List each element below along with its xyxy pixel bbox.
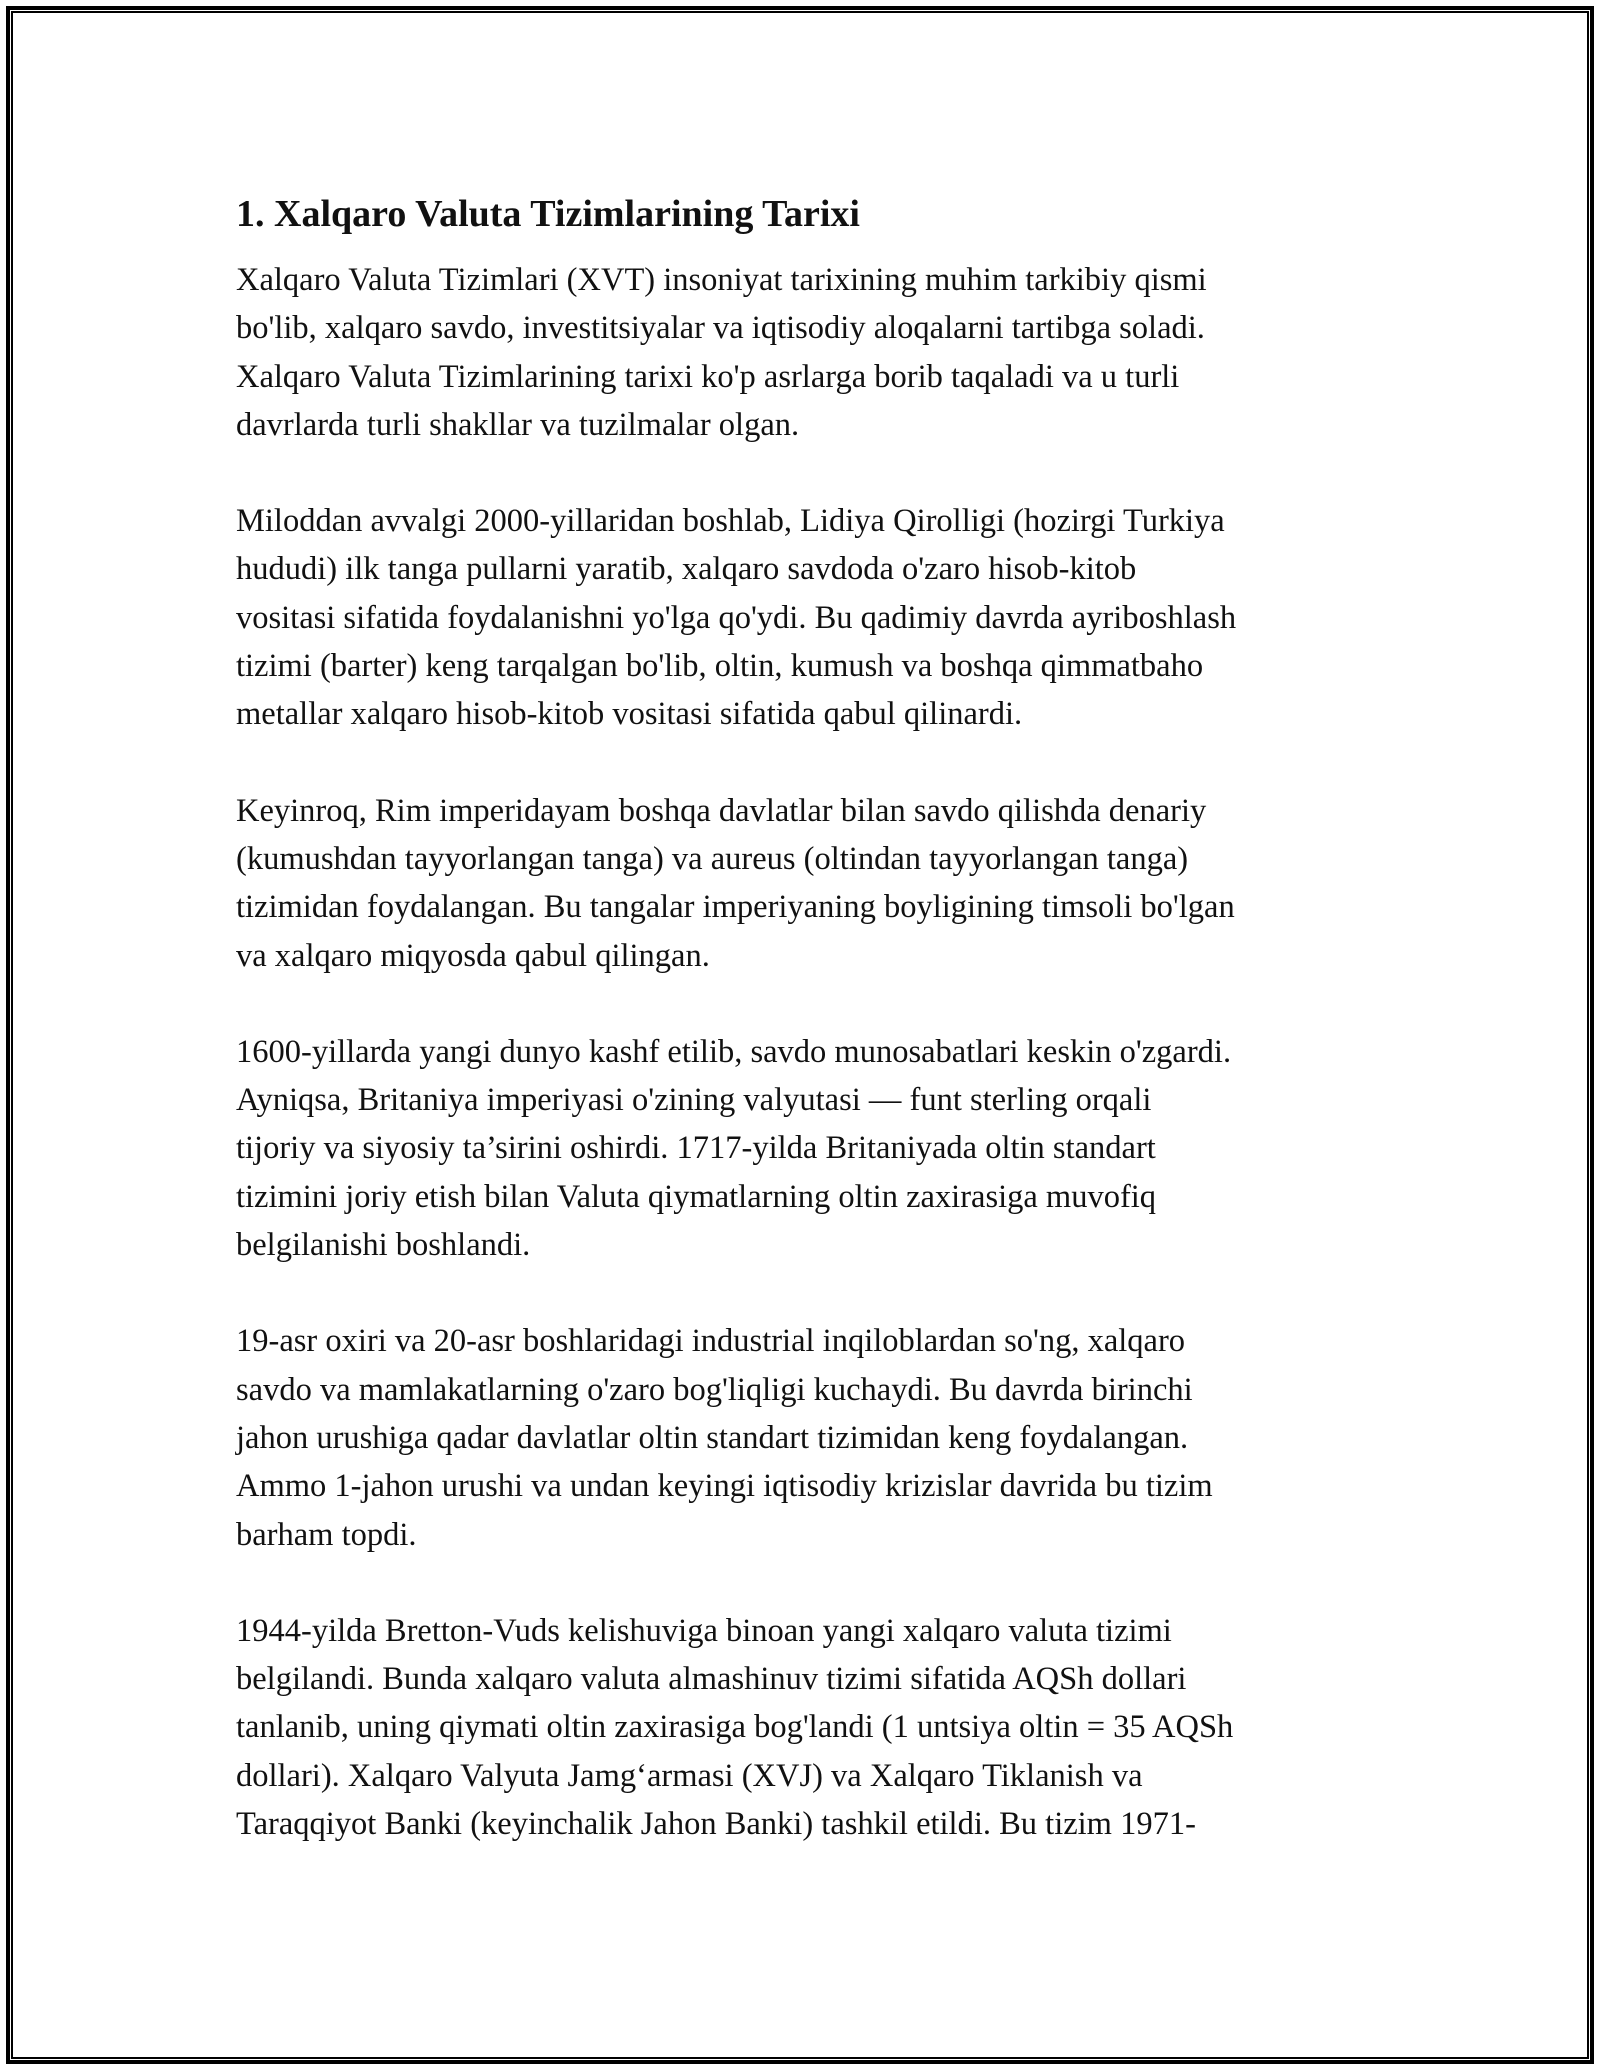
paragraph-line: barham topdi. [236,1516,417,1553]
paragraph-line: 1600-yillarda yangi dunyo kashf etilib, savdo munosabatlari keskin o'zgardi. [236,1033,1232,1070]
paragraph [236,497,1376,738]
paragraph [236,1607,1376,1848]
paragraph-line: tizimidan foydalangan. Bu tangalar imperiyaning boyligining timsoli bo'lgan [236,889,1235,926]
paragraph-line: (kumushdan tayyorlangan tanga) va aureus (oltindan tayyorlangan tanga) [236,840,1189,877]
paragraph-line: tizimi (barter) keng tarqalgan bo'lib, oltin, kumush va boshqa qimmatbaho [236,648,1204,685]
paragraph-line: davrlarda turli shakllar va tuzilmalar olgan. [236,406,800,443]
paragraph-line: dollari). Xalqaro Valyuta Jamg‘armasi (XVJ) va Xalqaro Tiklanish va [236,1757,1143,1794]
paragraph-line: belgilanishi boshlandi. [236,1227,531,1264]
paragraph [236,1028,1376,1269]
paragraph-line: Taraqqiyot Banki (keyinchalik Jahon Banki) tashkil etildi. Bu tizim 1971- [236,1806,1196,1843]
section-heading: 1. Xalqaro Valuta Tizimlarining Tarixi [236,193,860,235]
paragraph [236,256,1376,449]
paragraph-line: Keyinroq, Rim imperidayam boshqa davlatlar bilan savdo qilishda denariy [236,792,1207,829]
paragraph-line: bo'lib, xalqaro savdo, investitsiyalar va iqtisodiy aloqalarni tartibga soladi. [236,310,1205,347]
paragraph [236,787,1376,980]
paragraph-line: belgilandi. Bunda xalqaro valuta almashinuv tizimi sifatida AQSh dollari [236,1661,1187,1698]
paragraph-line: 1944-yilda Bretton-Vuds kelishuviga binoan yangi xalqaro valuta tizimi [236,1612,1172,1649]
paragraph-line: Ayniqsa, Britaniya imperiyasi o'zining valyutasi — funt sterling orqali [236,1082,1152,1119]
paragraph-line: jahon urushiga qadar davlatlar oltin standart tizimidan keng foydalangan. [236,1419,1189,1456]
paragraph-line: Miloddan avvalgi 2000-yillaridan boshlab, Lidiya Qirolligi (hozirgi Turkiya [236,503,1225,540]
paragraph-line: metallar xalqaro hisob-kitob vositasi sifatida qabul qilinardi. [236,696,1023,733]
paragraph-line: va xalqaro miqyosda qabul qilingan. [236,937,710,974]
paragraph-line: Ammo 1-jahon urushi va undan keyingi iqtisodiy krizislar davrida bu tizim [236,1468,1213,1505]
paragraph-list [236,256,1376,1848]
paragraph-line: vositasi sifatida foydalanishni yo'lga qo'ydi. Bu qadimiy davrda ayriboshlash [236,599,1237,636]
paragraph-line: savdo va mamlakatlarning o'zaro bog'liqligi kuchaydi. Bu davrda birinchi [236,1371,1193,1408]
paragraph-line: 19-asr oxiri va 20-asr boshlaridagi industrial inqiloblardan so'ng, xalqaro [236,1323,1186,1360]
paragraph-line: Xalqaro Valuta Tizimlari (XVT) insoniyat tarixining muhim tarkibiy qismi [236,262,1207,298]
paragraph-line: Xalqaro Valuta Tizimlarining tarixi ko'p asrlarga borib taqaladi va u turli [236,358,1180,395]
paragraph-line: tijoriy va siyosiy ta’sirini oshirdi. 1717-yilda Britaniyada oltin standart [236,1130,1156,1167]
document-body [236,188,1376,1896]
paragraph [236,1317,1376,1558]
paragraph-line: hududi) ilk tanga pullarni yaratib, xalqaro savdoda o'zaro hisob-kitob [236,551,1137,588]
paragraph-line: tanlanib, uning qiymati oltin zaxirasiga bog'landi (1 untsiya oltin = 35 AQSh [236,1709,1234,1746]
paragraph-line: tizimini joriy etish bilan Valuta qiymatlarning oltin zaxirasiga muvofiq [236,1178,1157,1215]
